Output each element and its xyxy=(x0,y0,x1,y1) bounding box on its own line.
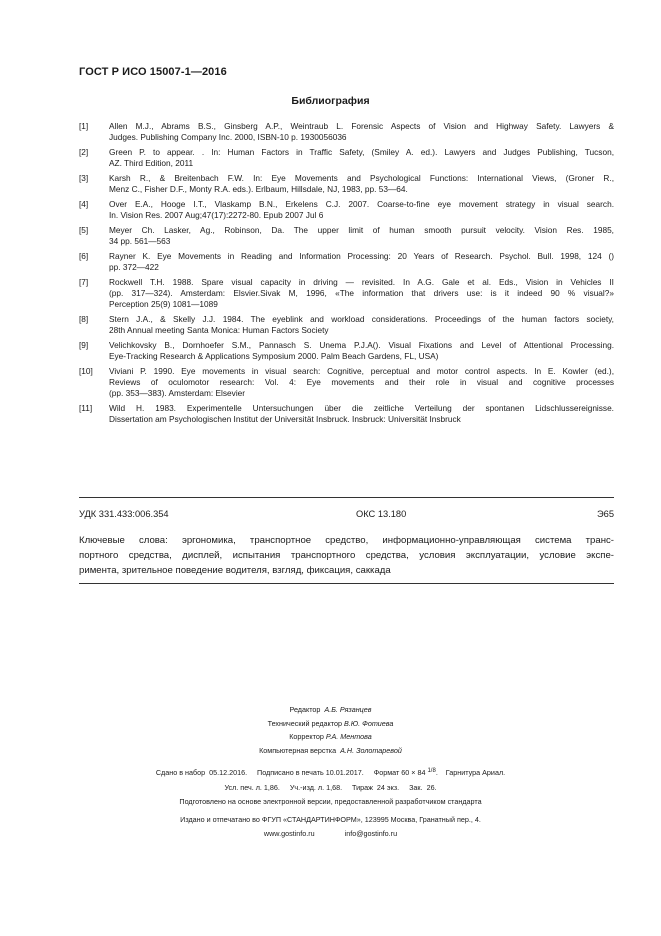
reference-line: AZ. Third Edition, 2011 xyxy=(109,158,194,168)
reference-number: [3] xyxy=(79,173,89,183)
reference-line: In. Vision Res. 2007 Aug;47(17):2272-80. Epub 2007 Jul 6 xyxy=(109,210,324,220)
reference-text xyxy=(109,147,614,169)
publisher-address: Издано и отпечатано во ФГУП «СТАНДАРТИНФОРМ», 123995 Москва, Гранатный пер., 4. xyxy=(180,815,481,824)
reference-item xyxy=(79,251,614,273)
reference-number: [11] xyxy=(79,403,93,413)
credit-name: Р.А. Ментова xyxy=(325,732,372,741)
credit-name: А.Н. Золотаревой xyxy=(340,745,402,755)
keywords-line: портного средства, дисплей, испытания транспортного средства, условия эксплуатации, условие экспе- xyxy=(79,550,614,561)
divider-bottom xyxy=(79,583,614,584)
imprint-block xyxy=(0,766,661,809)
reference-line: Eye-Tracking Research & Applications Symposium 2000. Palm Beach Gardens, FL, USA) xyxy=(109,351,439,361)
reference-text xyxy=(109,314,614,336)
reference-item xyxy=(79,121,614,143)
credit-editor xyxy=(0,703,661,717)
category-code: Э65 xyxy=(596,509,614,519)
publisher-block xyxy=(0,813,661,841)
credit-tech-editor xyxy=(0,717,661,731)
reference-text xyxy=(109,225,614,247)
reference-text xyxy=(109,403,614,425)
reference-line: (pp. 317—324). Amsterdam: Elsvier.Sivak M, 1996, «The information that drivers use: is it indeed 90 % visual?» xyxy=(109,288,614,298)
bibliography-title: Библиография xyxy=(291,95,370,107)
oks-code: ОКС 13.180 xyxy=(356,509,407,519)
reference-line: Menz C., Fisher D.F., Monty R.A. eds.). Erlbaum, Hillsdale, NJ, 1983, pp. 53—64. xyxy=(109,184,408,194)
reference-item xyxy=(79,199,614,221)
reference-item xyxy=(79,340,614,362)
reference-line: Allen M.J., Abrams B.S., Ginsberg A.P., Weintraub L. Forensic Aspects of Vision and Highway Safety. Lawyers & xyxy=(109,121,614,131)
reference-item xyxy=(79,277,614,310)
keywords-line: Ключевые слова: эргономика, транспортное средство, информационно-управляющая система транс- xyxy=(79,535,614,546)
reference-item xyxy=(79,147,614,169)
reference-line: Karsh R., & Breitenbach F.W. In: Eye Movements and Psychological Functions: International Views, (Groner R., xyxy=(109,173,614,183)
reference-text xyxy=(109,173,614,195)
format-fraction: 1/8 xyxy=(427,768,436,774)
reference-number: [2] xyxy=(79,147,89,157)
reference-number: [7] xyxy=(79,277,89,287)
reference-line: Dissertation am Psychologischen Institut der Universität Insbruck. Insbruck: Universität Insbruck xyxy=(109,414,461,424)
reference-number: [4] xyxy=(79,199,89,209)
reference-line: Perception 25(9) 1081—1089 xyxy=(109,299,218,309)
imprint-line-3: Подготовлено на основе электронной версии, предоставленной разработчиком стандарта xyxy=(179,797,482,806)
udk-code: УДК 331.433:006.354 xyxy=(79,509,169,519)
reference-line: Viviani P. 1990. Eye movements in visual search: Cognitive, perceptual and motor control aspects. In E. Kowler (ed.), xyxy=(109,366,614,376)
reference-item xyxy=(79,314,614,336)
fraction-numerator: 1 xyxy=(427,768,431,774)
reference-number: [8] xyxy=(79,314,89,324)
credit-role: Редактор xyxy=(289,705,321,714)
reference-text xyxy=(109,251,614,273)
reference-number: [9] xyxy=(79,340,89,350)
reference-number: [5] xyxy=(79,225,89,235)
reference-number: [6] xyxy=(79,251,89,261)
reference-line: Judges. Publishing Company Inc. 2000, ISBN-10 p. 1930056036 xyxy=(109,132,347,142)
keywords-line: римента, зрительное поведение водителя, взгляд, фиксация, саккада xyxy=(79,565,391,576)
website-link[interactable]: www.gostinfo.ru xyxy=(263,829,315,838)
reference-text xyxy=(109,199,614,221)
imprint-line-1 xyxy=(0,766,661,781)
reference-line: Stern J.A., & Skelly J.J. 1984. The eyeblink and workload considerations. Proceedings of the human factors society, xyxy=(109,314,614,324)
email-link[interactable]: info@gostinfo.ru xyxy=(344,829,398,838)
reference-line: Wild H. 1983. Experimentelle Untersuchungen über die zeitliche Verteilung der spontanen Lidschlussereignisse. xyxy=(109,403,614,413)
reference-number: [10] xyxy=(79,366,93,376)
keywords xyxy=(79,533,614,578)
reference-line: Velichkovsky B., Dornhoefer S.M., Pannasch S. Unema P.J.A(). Visual Fixations and Level of Attentional Processing. xyxy=(109,340,614,350)
credit-role: Технический редактор xyxy=(267,718,342,728)
reference-line: Meyer Ch. Lasker, Ag., Robinson, Da. The upper limit of human smooth pursuit velocity. Vision Res. 1985, xyxy=(109,225,614,235)
reference-line: 28th Annual meeting Santa Monica: Human Factors Society xyxy=(109,325,329,335)
document-code: ГОСТ Р ИСО 15007-1—2016 xyxy=(79,66,227,78)
reference-line: 34 pp. 561—563 xyxy=(109,236,171,246)
imprint-text: . Гарнитура Ариал. xyxy=(435,768,506,777)
reference-line: Rayner K. Eye Movements in Reading and Information Processing: 20 Years of Research. Psychol. Bull. 1998, 124 () xyxy=(109,251,614,261)
reference-text xyxy=(109,277,614,310)
divider-top xyxy=(79,497,614,498)
reference-item xyxy=(79,225,614,247)
imprint-line-2: Усл. печ. л. 1,86. Уч.-изд. л. 1,68. Тираж 24 экз. Зак. 26. xyxy=(224,783,437,792)
credit-proofreader xyxy=(0,730,661,744)
publisher-contacts xyxy=(0,827,661,841)
reference-line: Over E.A., Hooge I.T., Vlaskamp B.N., Erkelens C.J. 2007. Coarse-to-fine eye movement strategy in visual search. xyxy=(109,199,614,209)
reference-number: [1] xyxy=(79,121,89,131)
reference-text xyxy=(109,340,614,362)
credit-name: А.Б. Рязанцев xyxy=(324,705,372,714)
credit-role: Компьютерная верстка xyxy=(259,745,337,755)
reference-item xyxy=(79,403,614,425)
credit-layout xyxy=(0,744,661,758)
reference-line: (pp. 353—383). Amsterdam: Elsevier xyxy=(109,388,246,398)
imprint-text: Сдано в набор 05.12.2016. Подписано в печать 10.01.2017. Формат 60 × 84 xyxy=(155,768,426,777)
reference-line: Green P. to appear. . In: Human Factors in Traffic Safety, (Smiley A. ed.). Lawyers and Judges Publishing, Tucson, xyxy=(109,147,614,157)
reference-line: Reviews of oculomotor research: Vol. 4: Eye movements and their role in visual and cognitive processes xyxy=(109,377,614,387)
reference-text xyxy=(109,366,614,399)
credits-block xyxy=(0,703,661,757)
reference-item xyxy=(79,366,614,399)
reference-list xyxy=(79,121,614,429)
reference-line: pp. 372—422 xyxy=(109,262,159,272)
reference-text xyxy=(109,121,614,143)
reference-line: Rockwell T.H. 1988. Spare visual capacity in driving — revisited. In A.G. Gale et al. Eds., Vision in Vehicles II xyxy=(109,277,614,287)
reference-item xyxy=(79,173,614,195)
fraction-denominator: 8 xyxy=(432,768,436,774)
credit-name: В.Ю. Фотиева xyxy=(343,718,394,728)
credit-role: Корректор xyxy=(289,732,324,741)
